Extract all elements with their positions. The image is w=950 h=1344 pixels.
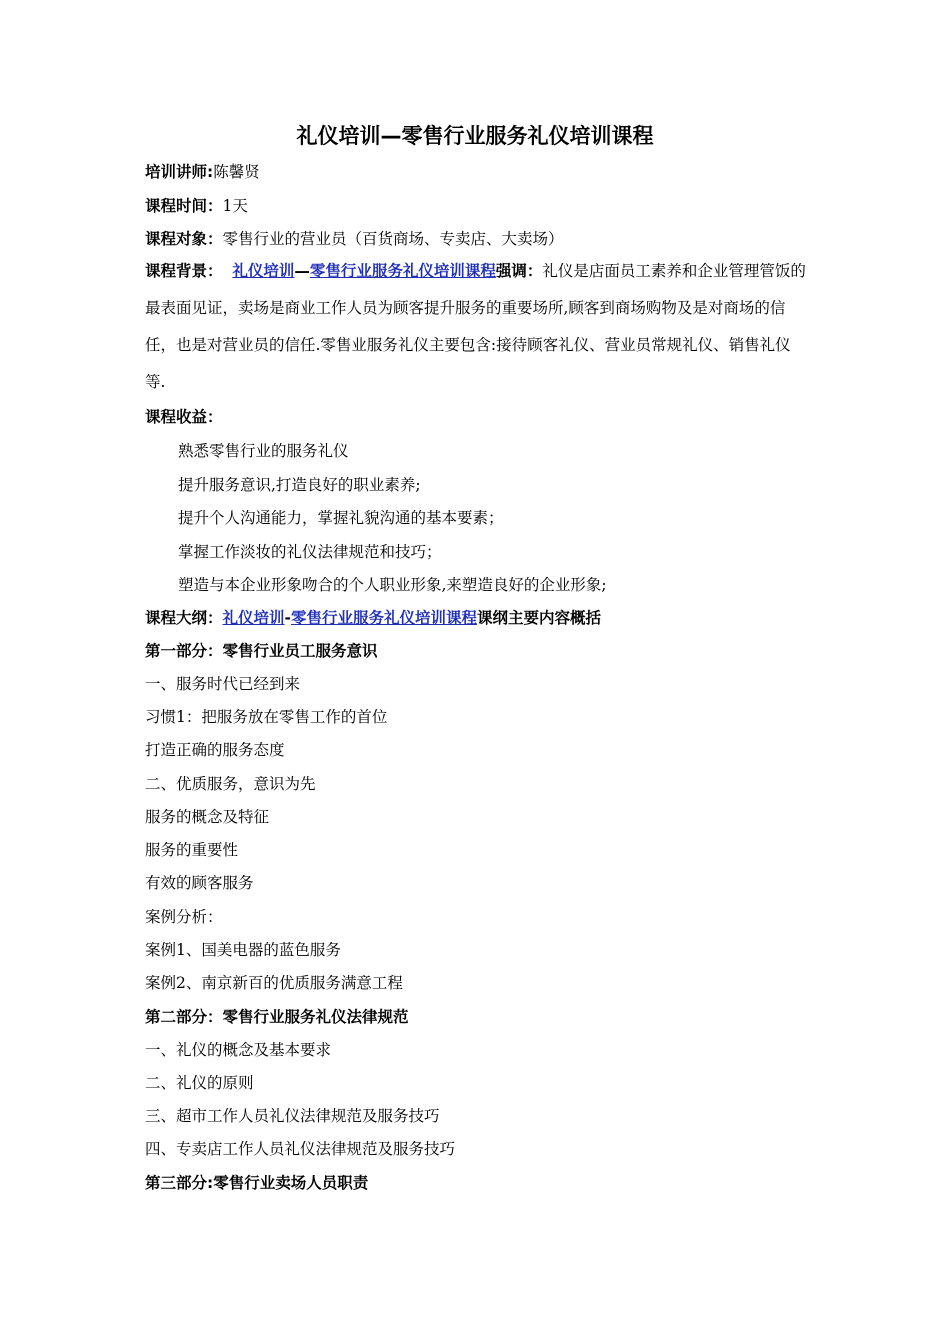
outline-separator: - (284, 609, 291, 627)
course-time-label: 课程时间： (145, 197, 223, 215)
link-retail-etiquette-course[interactable]: 零售行业服务礼仪培训课程 (309, 262, 496, 280)
trainer-value: 陈馨贤 (213, 163, 260, 181)
outline-item: 服务的概念及特征 (145, 808, 270, 826)
link-etiquette-training[interactable]: 礼仪培训 (232, 262, 295, 280)
outline-item: 三、超市工作人员礼仪法律规范及服务技巧 (145, 1107, 440, 1125)
background-separator: — (294, 262, 310, 280)
outline-label: 课程大纲： (145, 609, 223, 627)
trainer-line (145, 161, 260, 183)
outline-item: 四、专卖店工作人员礼仪法律规范及服务技巧 (145, 1140, 456, 1158)
course-time-value: 1天 (222, 197, 248, 215)
outline-item: 案例分析： (145, 908, 223, 926)
outline-item: 一、礼仪的概念及基本要求 (145, 1041, 332, 1059)
benefit-item: 掌握工作淡妆的礼仪法律规范和技巧； (178, 543, 442, 561)
background-label: 课程背景： (145, 262, 223, 280)
outline-item: 有效的顾客服务 (145, 874, 254, 892)
benefits-label: 课程收益： (145, 408, 223, 426)
outline-item: 二、礼仪的原则 (145, 1074, 254, 1092)
course-time-line (145, 195, 248, 217)
outline-suffix: 课纲主要内容概括 (476, 609, 601, 627)
background-emphasis: 强调： (495, 262, 543, 280)
benefit-item: 熟悉零售行业的服务礼仪 (178, 442, 349, 460)
link-retail-etiquette-course-2[interactable]: 零售行业服务礼仪培训课程 (290, 609, 477, 627)
outline-item: 二、优质服务，意识为先 (145, 775, 316, 793)
benefits-heading (145, 406, 223, 428)
audience-label: 课程对象： (145, 230, 223, 248)
outline-item: 一、服务时代已经到来 (145, 675, 301, 693)
outline-item: 习惯1：把服务放在零售工作的首位 (145, 708, 388, 726)
audience-value: 零售行业的营业员（百货商场、专卖店、大卖场） (222, 230, 564, 248)
outline-line (145, 607, 601, 629)
background-text: 礼仪是店面员工素养和企业管理管饭的最表面见证，卖场是商业工作人员为顾客提升服务的重要场所,顾客到商场购物及是对商场的信任，也是对营业员的信任.零售业服务礼仪主要包含:接待顾客礼仪、营业员常规礼仪、销售礼仪等. (145, 262, 806, 391)
section-heading: 第三部分:零售行业卖场人员职责 (145, 1174, 369, 1192)
background-paragraph (145, 253, 810, 401)
section-heading: 第一部分：零售行业员工服务意识 (145, 642, 378, 660)
benefit-item: 塑造与本企业形象吻合的个人职业形象,来塑造良好的企业形象; (178, 576, 607, 594)
audience-line (145, 228, 564, 250)
benefit-item: 提升个人沟通能力，掌握礼貌沟通的基本要素； (178, 509, 504, 527)
document-title: 礼仪培训—零售行业服务礼仪培训课程 (296, 124, 654, 148)
outline-item: 打造正确的服务态度 (145, 741, 285, 759)
trainer-label: 培训讲师: (145, 163, 214, 181)
link-etiquette-training-2[interactable]: 礼仪培训 (222, 609, 285, 627)
section-heading: 第二部分：零售行业服务礼仪法律规范 (145, 1008, 409, 1026)
benefit-item: 提升服务意识,打造良好的职业素养; (178, 476, 421, 494)
outline-item: 案例1、国美电器的蓝色服务 (145, 941, 341, 959)
outline-item: 服务的重要性 (145, 841, 239, 859)
outline-item: 案例2、南京新百的优质服务满意工程 (145, 974, 403, 992)
